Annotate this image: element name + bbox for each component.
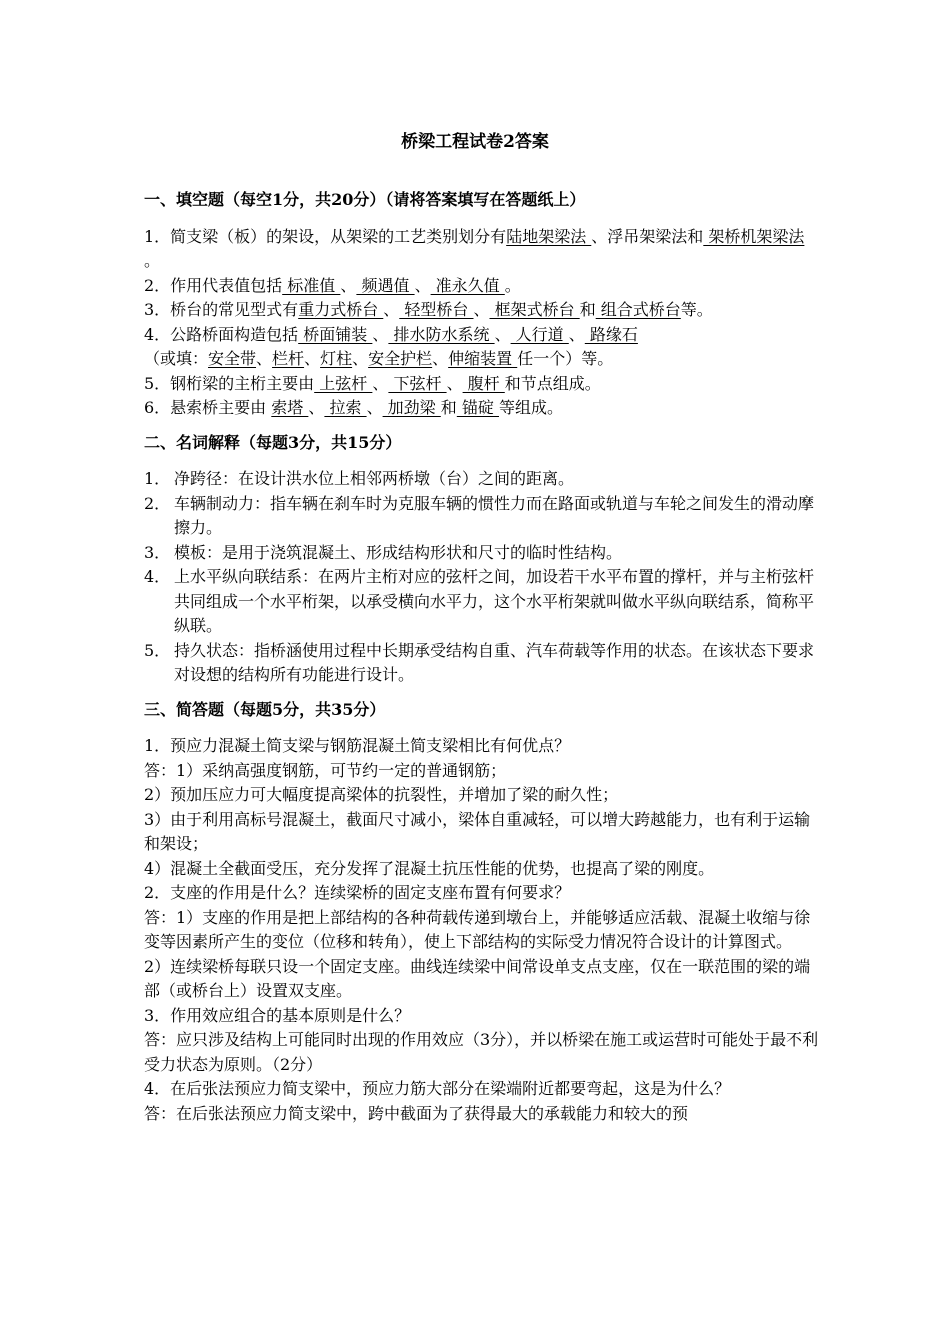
answer-line: 4）混凝土全截面受压，充分发挥了混凝土抗压性能的优势，也提高了梁的刚度。 bbox=[144, 858, 715, 878]
question-text: 和 bbox=[579, 300, 596, 319]
fill-blank-item-4 bbox=[144, 323, 824, 372]
definition-text: 持久状态：指桥涵使用过程中长期承受结构自重、汽车荷载等作用的状态。在该状态下要求对设想的结构所有功能进行设计。 bbox=[174, 640, 815, 684]
question-text: 2．作用代表值包括 bbox=[144, 275, 283, 295]
question-text: 、 bbox=[352, 349, 369, 368]
question-text: 3．桥台的常见型式有 bbox=[144, 300, 299, 319]
definition-text: 净跨径：在设计洪水位上相邻两桥墩（台）之间的距离。 bbox=[174, 469, 575, 488]
question-text: 、 bbox=[383, 300, 400, 319]
question-text: 、 bbox=[308, 398, 325, 417]
question-text: 、浮吊架梁法和 bbox=[591, 226, 704, 246]
question-text: 、 bbox=[432, 349, 449, 368]
section3-heading: 三、简答题（每题5分，共35分） bbox=[144, 699, 386, 719]
question-text: 6．悬索桥主要由 bbox=[144, 398, 272, 417]
answer-blank: 路缘石 bbox=[584, 324, 638, 344]
answer-line: 2）连续梁桥每联只设一个固定支座。曲线连续梁中间常设单支点支座，仅在一联范围的梁的端部（或桥台上）设置双支座。 bbox=[144, 956, 811, 1000]
answer-blank: 安全护栏 bbox=[368, 349, 433, 368]
section1-list bbox=[144, 225, 824, 421]
answer-blank: 灯柱 bbox=[320, 349, 353, 368]
answer-blank: 下弦杆 bbox=[388, 373, 447, 393]
question-text: 。 bbox=[504, 275, 521, 295]
answer-blank: 腹杆 bbox=[462, 373, 505, 393]
answer-blank: 重力式桥台 bbox=[298, 300, 384, 319]
section1-heading: 一、填空题（每空1分，共20分）（请将答案填写在答题纸上） bbox=[144, 190, 586, 209]
question-text: 和节点组成。 bbox=[504, 373, 601, 393]
answer-blank: 锚碇 bbox=[456, 398, 499, 417]
question-line: 2．支座的作用是什么？连续梁桥的固定支座布置有何要求？ bbox=[144, 883, 571, 902]
definition-item bbox=[144, 541, 824, 566]
question-text: 等。 bbox=[680, 300, 713, 319]
question-text: 任一个）等。 bbox=[517, 349, 614, 368]
answer-blank: 拉索 bbox=[324, 398, 367, 417]
document-body bbox=[144, 188, 824, 1126]
question-text: 、 bbox=[494, 324, 511, 344]
question-line: 1．预应力混凝土简支梁与钢筋混凝土简支梁相比有何优点？ bbox=[144, 736, 571, 755]
answer-line: 答：在后张法预应力简支梁中，跨中截面为了获得最大的承载能力和较大的预 bbox=[144, 1103, 689, 1123]
answer-blank: 上弦杆 bbox=[314, 373, 373, 393]
question-text: 等组成。 bbox=[498, 398, 563, 417]
answer-blank: 伸缩装置 bbox=[448, 349, 518, 368]
fill-blank-item-3 bbox=[144, 298, 824, 323]
definition-item bbox=[144, 565, 824, 639]
answer-line: 3）由于利用高标号混凝土，截面尺寸减小，梁体自重减轻，可以增大跨越能力，也有利于运输和架设； bbox=[144, 809, 811, 853]
answer-blank: 安全带 bbox=[208, 349, 257, 368]
answer-line: 答：应只涉及结构上可能同时出现的作用效应（3分），并以桥梁在施工或运营时可能处于最不利受力状态为原则。（2分） bbox=[144, 1030, 819, 1074]
answer-blank: 桥面铺装 bbox=[298, 324, 373, 344]
question-text: 。 bbox=[144, 251, 161, 270]
fill-blank-item-6 bbox=[144, 396, 824, 421]
definition-list bbox=[144, 467, 824, 688]
answer-blank: 加劲梁 bbox=[382, 398, 441, 417]
definition-item bbox=[144, 467, 824, 492]
answer-blank: 轻型桥台 bbox=[399, 300, 474, 319]
answer-blank: 索塔 bbox=[271, 398, 309, 417]
answer-blank: 栏杆 bbox=[272, 349, 305, 368]
question-text: 、 bbox=[446, 373, 463, 393]
answer-blank: 标准值 bbox=[282, 275, 341, 295]
answer-blank: 陆地架梁法 bbox=[506, 226, 592, 246]
answer-line: 2）预加压应力可大幅度提高梁体的抗裂性，并增加了梁的耐久性； bbox=[144, 785, 619, 804]
page-title: 桥梁工程试卷2答案 bbox=[401, 132, 549, 152]
question-text: 、 bbox=[256, 349, 273, 368]
short-answer-section bbox=[144, 734, 824, 1126]
answer-line: 答：1）支座的作用是把上部结构的各种荷载传递到墩台上，并能够适应活载、混凝土收缩与徐变等因素所产生的变位（位移和转角），使上下部结构的实际受力情况符合设计的计算图式。 bbox=[144, 907, 811, 951]
question-line: 4．在后张法预应力简支梁中，预应力筋大部分在梁端附近都要弯起，这是为什么？ bbox=[144, 1079, 731, 1098]
item-number: 1． bbox=[144, 469, 171, 488]
question-text: 、 bbox=[414, 275, 431, 295]
question-text: 、 bbox=[372, 373, 389, 393]
question-text: 、 bbox=[568, 324, 585, 344]
answer-line: 答：1）采纳高强度钢筋，可节约一定的普通钢筋； bbox=[144, 760, 507, 780]
answer-blank: 架桥机架梁法 bbox=[703, 226, 805, 246]
question-text: 4．公路桥面构造包括 bbox=[144, 324, 299, 344]
answer-blank: 人行道 bbox=[510, 324, 569, 344]
answer-blank: 排水防水系统 bbox=[388, 324, 495, 344]
fill-blank-item-1 bbox=[144, 225, 824, 274]
question-text: 、 bbox=[372, 324, 389, 344]
question-text: 、 bbox=[473, 300, 490, 319]
answer-blank: 频遇值 bbox=[356, 275, 415, 295]
question-text: 、 bbox=[366, 398, 383, 417]
question-text: 、 bbox=[304, 349, 321, 368]
item-number: 2． bbox=[144, 493, 171, 513]
definition-item bbox=[144, 639, 824, 688]
definition-text: 车辆制动力：指车辆在刹车时为克服车辆的惯性力而在路面或轨道与车轮之间发生的滑动摩擦力。 bbox=[174, 493, 815, 537]
answer-blank: 组合式桥台 bbox=[595, 300, 681, 319]
definition-text: 上水平纵向联结系：在两片主桁对应的弦杆之间，加设若干水平布置的撑杆，并与主桁弦杆共同组成一个水平桁架，以承受横向水平力，这个水平桁架就叫做水平纵向联结系，简称平纵联。 bbox=[174, 567, 815, 635]
item-number: 3． bbox=[144, 542, 171, 562]
definition-item bbox=[144, 492, 824, 541]
question-text: 5．钢桁梁的主桁主要由 bbox=[144, 373, 315, 393]
question-line: 3．作用效应组合的基本原则是什么？ bbox=[144, 1005, 411, 1025]
answer-blank: 框架式桥台 bbox=[489, 300, 580, 319]
question-text: 1．简支梁（板）的架设，从架梁的工艺类别划分有 bbox=[144, 226, 507, 246]
section2-heading: 二、名词解释（每题3分，共15分） bbox=[144, 432, 402, 452]
item-number: 5． bbox=[144, 640, 171, 660]
definition-text: 模板：是用于浇筑混凝土、形成结构形状和尺寸的临时性结构。 bbox=[174, 542, 623, 562]
question-text: 、 bbox=[340, 275, 357, 295]
item-number: 4． bbox=[144, 567, 171, 586]
answer-blank: 准永久值 bbox=[430, 275, 505, 295]
fill-blank-item-2 bbox=[144, 274, 824, 299]
question-text: （或填： bbox=[144, 349, 209, 368]
question-text: 和 bbox=[440, 398, 457, 417]
fill-blank-item-5 bbox=[144, 372, 824, 397]
